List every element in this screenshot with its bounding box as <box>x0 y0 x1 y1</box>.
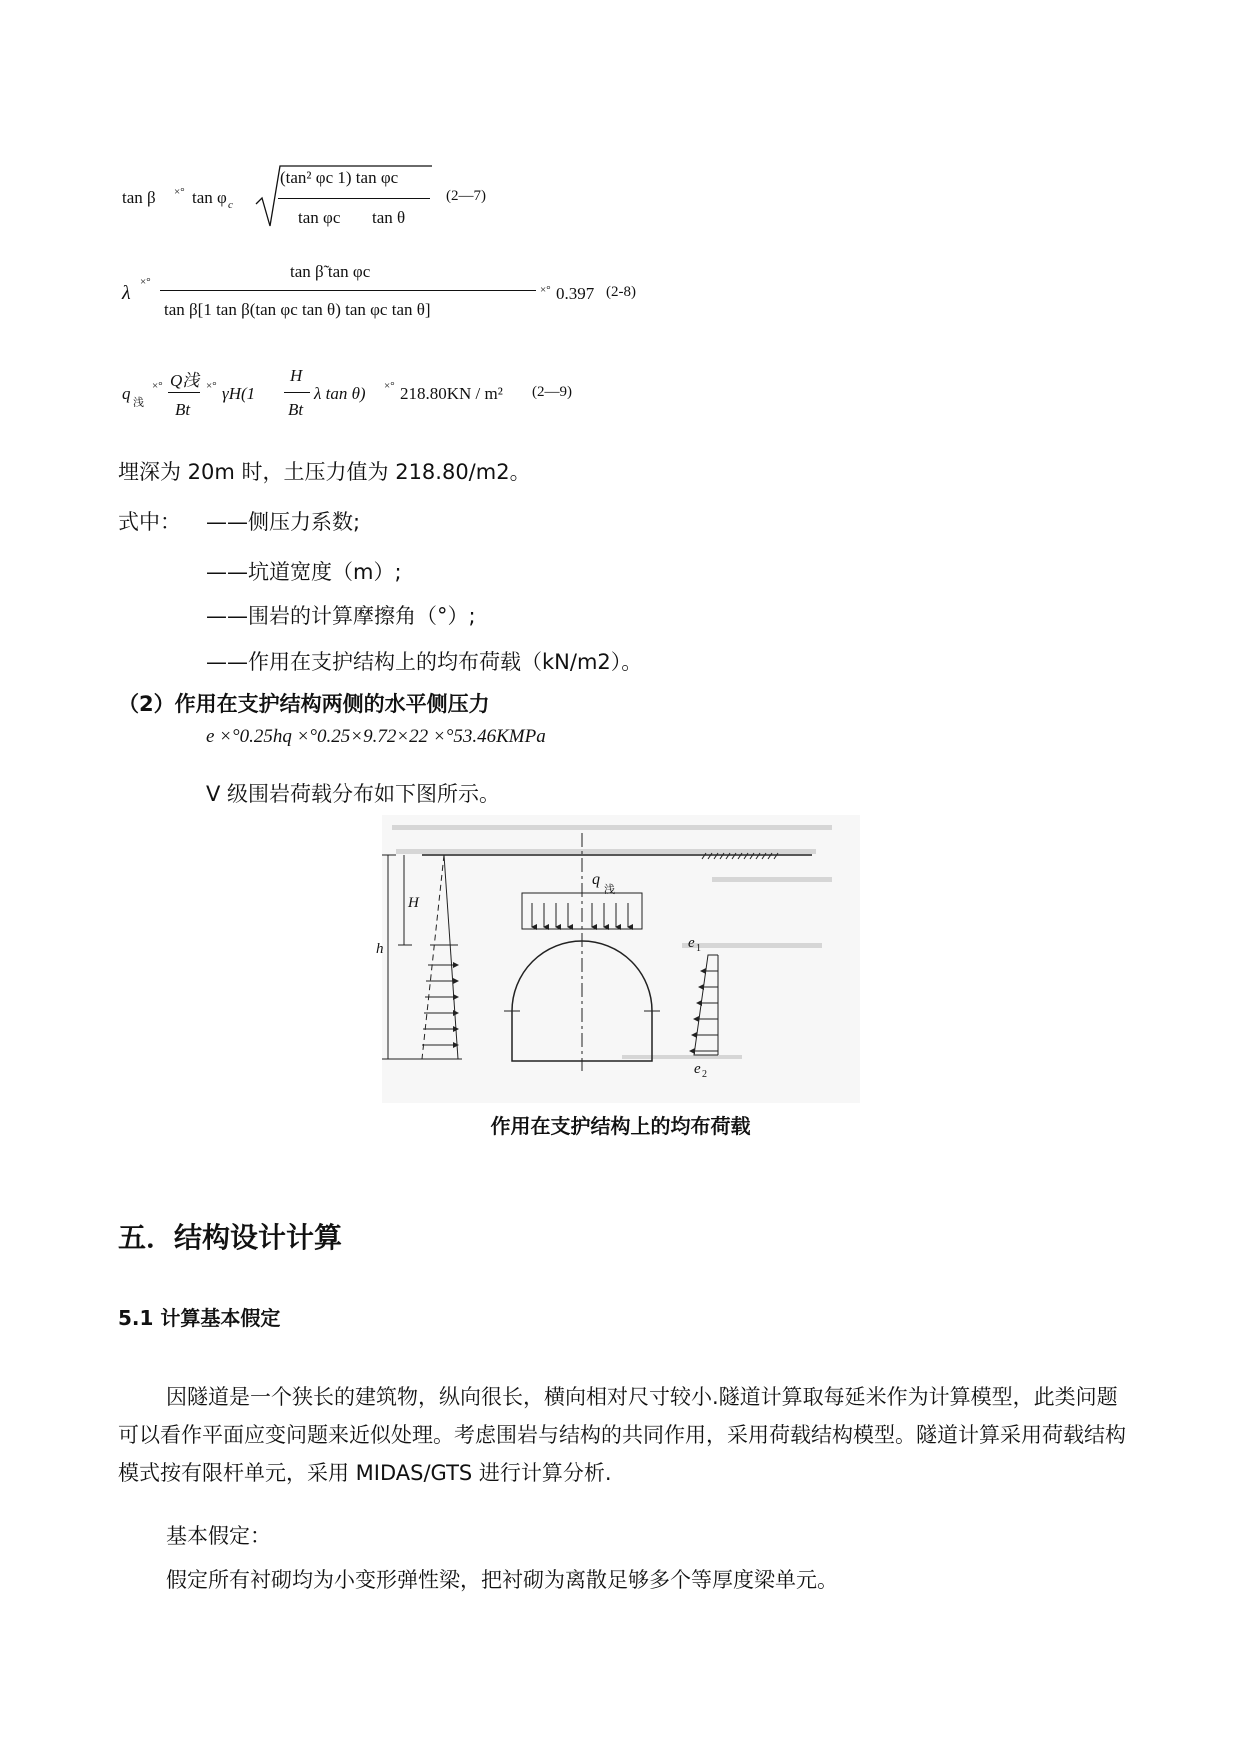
paragraph-1: 因隧道是一个狭长的建筑物，纵向很长，横向相对尺寸较小.隧道计算取每延米作为计算模型，此类问题可以看作平面应变问题来近似处理。考虑围岩与结构的共同作用，采用荷载结构模型。隧道计算采用荷载结构模式按有限杆单元，采用 MIDAS/GTS 进行计算分析. <box>118 1385 1126 1485</box>
definition-2: ——坑道宽度（m）; <box>206 560 402 584</box>
load-diagram-svg <box>382 815 860 1103</box>
eq29-lhs: q <box>122 384 131 403</box>
definition-4: ——作用在支护结构上的均布荷载（kN/m2）。 <box>206 650 643 674</box>
figure-caption: 作用在支护结构上的均布荷载 <box>490 1114 751 1138</box>
eq27-denominator-b: tan θ <box>372 208 406 227</box>
eq29-f2-bar <box>284 392 310 393</box>
eq28-numerator: tan β̃ tan φc <box>290 262 371 281</box>
load-distribution-figure <box>376 815 860 1103</box>
assumption-label: 基本假定： <box>166 1524 271 1548</box>
eq29-f2-num: H <box>290 366 303 385</box>
eq28-lhs: λ <box>122 282 131 304</box>
eq27-rhs: tan φ <box>192 188 227 207</box>
definition-3: ——围岩的计算摩擦角（°）; <box>206 604 476 628</box>
eq27-number: (2—7) <box>446 188 486 204</box>
eq28-fraction-bar <box>160 290 536 291</box>
label-H: H <box>408 895 419 911</box>
assumption-1: 假定所有衬砌均为小变形弹性梁，把衬砌为离散足够多个等厚度梁单元。 <box>166 1568 838 1592</box>
lateral-pressure-equation: e ×°0.25hq ×°0.25×9.72×22 ×°53.46KMPa <box>206 726 546 747</box>
eq27-numerator: (tan² φc 1) tan φc <box>280 168 399 187</box>
eq29-mark1: ×° <box>152 380 163 392</box>
eq27-rhs-sub: c <box>228 199 233 211</box>
label-q: q <box>592 871 600 888</box>
v-class-text: V 级围岩荷载分布如下图所示。 <box>206 782 501 806</box>
definition-1: ——侧压力系数; <box>206 510 361 534</box>
label-e1-sub: 1 <box>696 943 701 954</box>
eq28-denominator: tan β[1 tan β(tan φc tan θ) tan φc tan θ] <box>164 300 431 319</box>
eq27-lhs: tan β <box>122 188 156 207</box>
eq29-tail: λ tan θ) <box>314 384 366 403</box>
label-q-sub: 浅 <box>604 884 615 896</box>
eq28-number: (2-8) <box>606 284 636 300</box>
label-h: h <box>376 941 384 957</box>
eq29-mid: γH(1 <box>222 384 256 403</box>
eq28-result: 0.397 <box>556 284 595 303</box>
eq29-mark2: ×° <box>206 380 217 392</box>
eq29-mark3: ×° <box>384 380 395 392</box>
section-2-heading: （2）作用在支护结构两侧的水平侧压力 <box>118 692 490 716</box>
eq27-fraction-bar <box>278 198 430 199</box>
eq29-f1-num: Q浅 <box>170 371 200 390</box>
label-e1: e <box>688 935 695 951</box>
chapter-heading: 五．结构设计计算 <box>118 1221 343 1254</box>
eq29-number: (2—9) <box>532 384 572 400</box>
eq27-denominator-a: tan φc <box>298 208 341 227</box>
eq29-f1-bar <box>168 392 200 393</box>
label-e2-sub: 2 <box>702 1069 707 1080</box>
eq27-mark: ×° <box>174 186 185 198</box>
eq28-mark: ×° <box>140 276 151 288</box>
eq29-result: 218.80KN / m² <box>400 384 503 403</box>
section-heading: 5.1 计算基本假定 <box>118 1306 281 1330</box>
eq29-f1-den: Bt <box>175 400 191 419</box>
label-e2: e <box>694 1061 701 1077</box>
eq28-result-mark: ×° <box>540 284 551 296</box>
burial-depth-text: 埋深为 20m 时，土压力值为 218.80/m2。 <box>118 460 531 484</box>
eq29-f2-den: Bt <box>288 400 304 419</box>
where-label: 式中： <box>118 510 181 534</box>
eq29-lhs-sub: 浅 <box>133 397 144 409</box>
